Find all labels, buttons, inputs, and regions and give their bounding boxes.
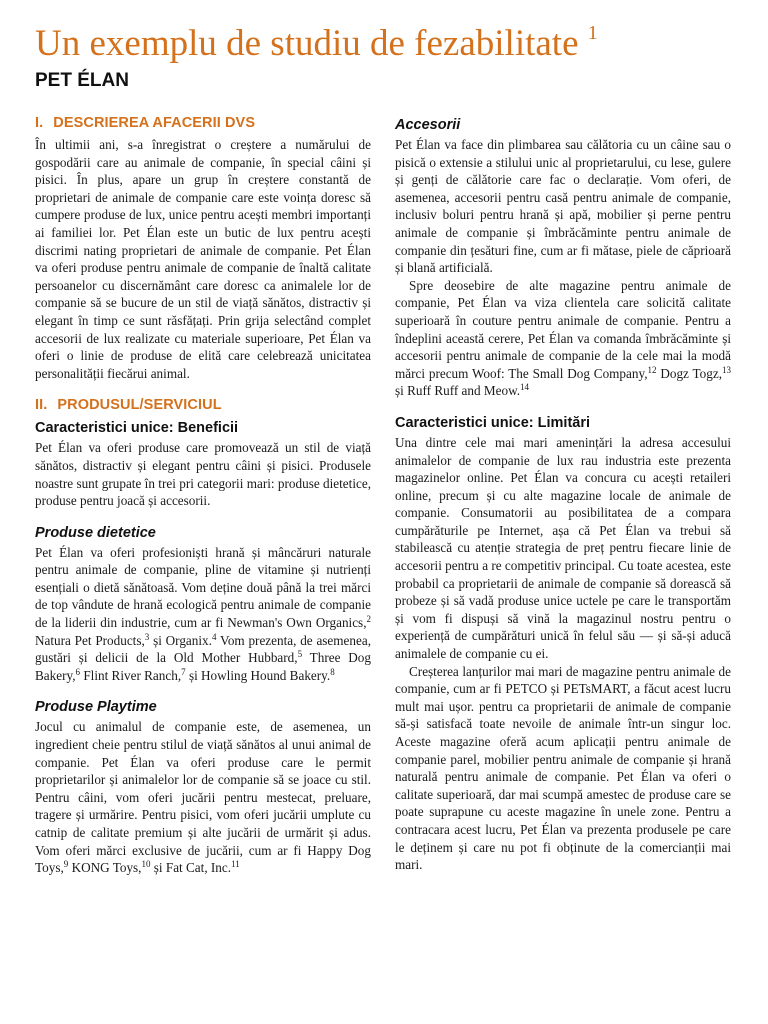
section-title: PRODUSUL/SERVICIUL: [57, 397, 222, 414]
footnote-marker: 12: [647, 364, 657, 375]
benefits-heading: Caracteristici unice: Beneficii: [35, 420, 239, 437]
title-footnote-marker: 1: [587, 22, 598, 44]
footnote-marker: 10: [141, 859, 151, 870]
right-column: [395, 115, 731, 874]
document-title: [35, 20, 598, 68]
footnote-marker: 14: [520, 382, 530, 393]
footnote-marker: 11: [231, 859, 240, 870]
footnote-marker: 13: [722, 364, 731, 375]
footnote-marker: 7: [181, 666, 186, 677]
limitations-paragraph-2: Creșterea lanțurilor mai mari de magazine pentru animale de companie, cum ar fi PETCO și PETsMART, a făcut acest lucru mult mai ușor. pentru ca proprietarii de animale de companie să-și satisfacă toate nevoile de animale într-un singur loc. Aceste magazine oferă acum aplicații pentru animale de companie parel, mobilier pentru animale de companie și hrană naturală pentru animale de companie. Pet Élan va oferi o calitate superioară, dar mai scumpă amestec de produse care se poate suprapune cu aceste magazine în unele zone. Pentru a contracara acest lucru, Pet Élan va prezenta produsele pe care le deținem și care nu pot fi obținute de la comercianții mai mari.: [395, 663, 731, 873]
section-title: DESCRIEREA AFACERII DVS: [53, 115, 256, 131]
accessories-paragraph-2: Spre deosebire de alte magazine pentru animale de companie, Pet Élan va viza clientela care solicită calitate superioară în couture pentru animale de companie. Pentru a îndeplini această cerere, Pet Élan va comanda îmbrăcăminte și accesorii pentru animale de companie de la cele mai la modă mărci precum Woof: The Small Dog Company,$^{12}$ Dogz Togz,$^{13}$ și Ruff Ruff and Meow.$^{14}$: [395, 277, 731, 399]
footnote-marker: 2: [366, 614, 371, 625]
dietary-heading: Produse dietetice: [35, 524, 156, 541]
section-number: II.: [35, 397, 48, 414]
footnote-marker: 8: [330, 666, 335, 677]
document-subtitle: PET ÉLAN: [35, 70, 129, 91]
section-number: I.: [35, 115, 44, 131]
footnote-marker: 4: [211, 631, 217, 642]
footnote-marker: 9: [63, 859, 69, 870]
title-text: Un exemplu de studiu de fezabilitate: [35, 23, 579, 64]
accessories-heading: Accesorii: [395, 117, 461, 133]
footnote-marker: 5: [297, 649, 303, 660]
footnote-marker: 3: [144, 631, 150, 642]
limitations-heading: Caracteristici unice: Limitări: [395, 414, 591, 431]
dietary-paragraph: Pet Élan va oferi profesioniști hrană și mâncăruri naturale pentru animale de companie, pline de vitamine și nutrienți esențiali o dietă sănătoasă. Vom deține două până la trei mărci de top vândute de hrană ecologică pentru animale de companie de la liderii din industrie, cum ar fi Newman's Own Organics,$^2$ Natura Pet Products,$^3$ și Organix.$^4$ Vom prezenta, de asemenea, gustări și delicii de la Old Mother Hubbard,$^5$ Three Dog Bakery,$^6$ Flint River Ranch,$^7$ și Howling Hound Bakery.$^8$: [35, 544, 371, 683]
limitations-paragraph-1: Una dintre cele mai mari amenințări la adresa accesului animalelor de companie de lux rau industria este prezenta magazinelor online. Pet Élan va concura cu acești retaileri online, precum și cu alte magazine locale de animale de companie. Consumatorii au posibilitatea de a compara cumpărăturile pe Internet, așa că Pet Élan va trebui să stabilească cu atenție strategia de preț pentru fiecare linie de accesorii pentru a re competitiv principal. Cu toate acestea, este probabil ca proprietarii de animale de companie să dorească să probeze și să vadă produse unice uctele pe care le transportăm și vom fi dispuși să vină la magazinul nostru pentru o experiență de cumpărături unică în felul său — și să-și aducă animalele de companie cu ei.: [395, 434, 731, 662]
benefits-paragraph: Pet Élan va oferi produse care promovează un stil de viață sănătos, distractiv și elegant pentru câini și pisici. Produsele noastre sunt grupate în trei pri categorii mari: produse dietetice, produse pentru joacă și accesorii.: [35, 440, 371, 509]
accessories-paragraph-1: Pet Élan va face din plimbarea sau călătoria cu un câine sau o pisică o extensie a stilului unic al proprietarului, cu lese, gulere și genți de călătorie care fac o declarație. Vom oferi, de asemenea, accesorii pentru casă pentru animale de companie, inclusiv boluri pentru hrană și apă, mobilier și perne pentru animale de companie și îmbrăcăminte pentru animale de companie din țesături fine, cum ar fi mătase, piele de căprioară și blană artificială.: [395, 137, 731, 276]
business-description-paragraph: În ultimii ani, s-a înregistrat o creștere a numărului de gospodării care au animale de companie, în special câini și pisici. În plus, apare un grup în creștere constantă de proprietari de animale de companie care este voința doresc să cumpere produse de lux, unice pentru acești membri importanți ai familiei lor. Pet Élan este un butic de lux pentru acești discrimi nating proprietari de animale de companie. Pet Élan va oferi produse pentru animale de companie de înaltă calitate persoanelor cu discernământ care doresc ca animalele lor de companie să se bucure de un stil de viață sănătos, distractiv și elegant în timp ce sunt răsfățați. Prin grija selectând complet accesorii de lux realizate cu materiale superioare, Pet Élan va oferi o linie de produse de elită care celebrează unicitatea personalității fiecărui animal.: [35, 137, 371, 381]
footnote-marker: 6: [75, 666, 81, 677]
playtime-paragraph: Jocul cu animalul de companie este, de asemenea, un ingredient cheie pentru stilul de viață sănătos al unui animal de companie. Pet Élan va oferi produse care le permit proprietarilor și animalelor lor de companie să se joace cu stil. Pentru câini, vom oferi jucării pentru mestecat, preluare, tragere și urmărire. Pentru pisici, vom oferi jucării umplute cu catnip de calitate premium și alte jucării de urmărit și adus. Vom oferi mărci exclusive de jucării, cum ar fi Happy Dog Toys,$^9$ KONG Toys,$^{10}$ și Fat Cat, Inc.$^{11}$: [35, 719, 371, 876]
section-heading-business: [35, 113, 371, 133]
playtime-heading: Produse Playtime: [35, 699, 157, 716]
left-column: [35, 113, 371, 877]
section-heading-product: [35, 395, 371, 415]
